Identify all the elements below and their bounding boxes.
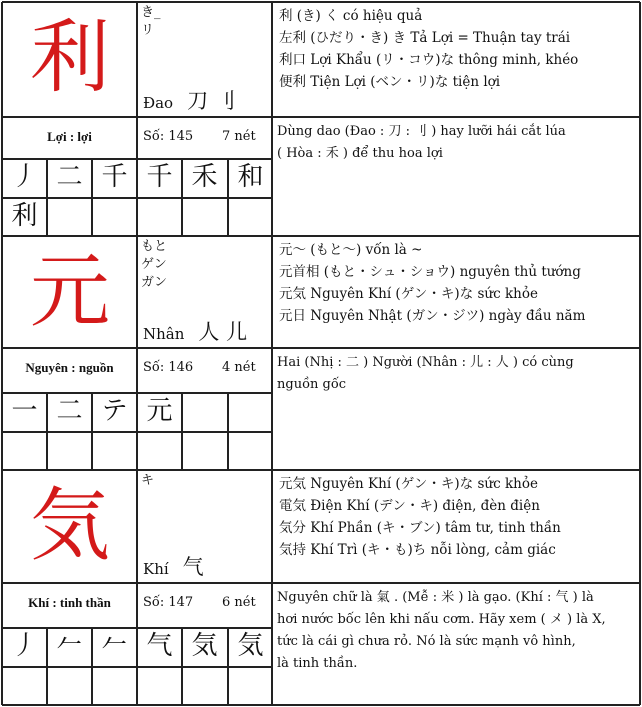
stroke-order-cell: 二 <box>56 396 83 426</box>
stroke-order-cell <box>92 198 137 234</box>
stroke-order-cell: 𠂉 <box>56 631 83 661</box>
reading-line: もと <box>141 239 168 254</box>
reading-line: キ <box>141 473 155 488</box>
meaning-line: 元首相 (もと・シュ・ショウ) nguyên thủ tướng <box>279 264 581 280</box>
stroke-count: 6 nét <box>222 595 256 610</box>
radical-label: Nhân <box>143 325 185 343</box>
description-line: nguồn gốc <box>277 377 347 392</box>
stroke-order-cell: 元 <box>146 396 173 426</box>
kanji-name: Khí : tinh thần <box>28 595 111 610</box>
description-line: tức là cái gì chưa rỏ. Nó là sức mạnh vô hình, <box>277 634 576 649</box>
stroke-order-cell: 丿 <box>11 631 38 661</box>
meaning-line: 利口 Lợi Khẩu (リ・コウ)な thông minh, khéo <box>279 52 579 68</box>
reading-line: き_ <box>141 5 161 20</box>
stroke-order-cell <box>182 667 227 703</box>
meaning-line: 気持 Khí Trì (キ・も)ち nỗi lòng, cảm giác <box>279 542 556 558</box>
kanji-name: Lợi : lợi <box>47 129 92 144</box>
grid-line <box>2 116 640 118</box>
reading-line: ガン <box>141 275 168 290</box>
stroke-order-cell <box>228 667 273 703</box>
radical <box>143 551 204 581</box>
description-line: Nguyên chữ là 氣 . (Mễ : 米 ) là gạo. (Khí : 气 ) là <box>277 590 594 605</box>
stroke-count: 4 nét <box>222 360 256 375</box>
meaning-line: 元日 Nguyên Nhật (ガン・ジツ) ngày đầu năm <box>279 308 586 324</box>
radical <box>143 316 247 346</box>
stroke-order-cell <box>137 432 182 468</box>
grid-line <box>2 347 640 349</box>
stroke-order-cell: 𠂉 <box>101 631 128 661</box>
stroke-order-cell <box>47 667 92 703</box>
stroke-order-cell <box>92 667 137 703</box>
stroke-order-cell <box>137 198 182 234</box>
grid-line <box>639 236 641 470</box>
stroke-order-cell <box>137 667 182 703</box>
description-line: là tinh thần. <box>277 656 358 671</box>
meaning-line: 元～ (もと～) vốn là ~ <box>279 242 423 258</box>
grid-line <box>2 1 640 3</box>
stroke-order-cell <box>228 198 273 234</box>
radical <box>143 85 236 115</box>
radical-label: Đao <box>143 94 174 112</box>
stroke-order-cell <box>2 432 47 468</box>
stroke-order-cell <box>182 393 227 429</box>
radical-kanji: 人 儿 <box>198 320 248 344</box>
stroke-order-cell <box>228 432 273 468</box>
stroke-order-cell: 千 <box>146 162 173 192</box>
description-line: Dùng dao (Đao : 刀 : 刂 ) hay lưỡi hái cắt lúa <box>277 124 566 139</box>
reading-line: リ <box>141 23 155 38</box>
stroke-order-cell <box>47 198 92 234</box>
meaning-line: 便利 Tiện Lợi (ベン・リ)な tiện lợi <box>279 74 501 90</box>
main-kanji: 利 <box>30 11 110 104</box>
grid-line <box>2 235 640 237</box>
description-line: Hai (Nhị : 二 ) Người (Nhân : 儿 : 人 ) có cùng <box>277 355 574 370</box>
stroke-order-cell: 禾 <box>191 162 218 192</box>
stroke-order-cell: 一 <box>11 396 38 426</box>
description-line: ( Hòa : 禾 ) để thu hoa lợi <box>277 146 443 161</box>
radical-label: Khí <box>143 560 169 578</box>
meaning-line: 元気 Nguyên Khí (ゲン・キ)な sức khỏe <box>279 286 538 302</box>
stroke-order-cell <box>182 432 227 468</box>
meaning-line: 電気 Điện Khí (デン・キ) điện, đèn điện <box>279 498 540 514</box>
kanji-name: Nguyên : nguồn <box>25 360 114 375</box>
radical-kanji: 气 <box>182 555 204 579</box>
stroke-order-cell: 千 <box>101 162 128 192</box>
stroke-order-cell <box>2 667 47 703</box>
grid-line <box>2 704 640 706</box>
stroke-order-cell: 和 <box>237 162 264 192</box>
meaning-line: 利 (き) く có hiệu quả <box>279 8 423 24</box>
stroke-order-cell: 丿 <box>11 162 38 192</box>
stroke-order-cell: 二 <box>56 162 83 192</box>
stroke-order-cell <box>182 198 227 234</box>
description-line: hơi nước bốc lên khi nấu cơm. Hãy xem ( メ ) là X, <box>277 612 606 627</box>
stroke-count: 7 nét <box>222 129 256 144</box>
stroke-order-cell <box>47 432 92 468</box>
stroke-order-cell: 气 <box>146 631 173 661</box>
kanji-number: Số: 147 <box>143 595 194 610</box>
meaning-line: 気分 Khí Phần (キ・ブン) tâm tư, tinh thần <box>279 520 561 536</box>
grid-line <box>2 582 640 584</box>
radical-kanji: 刀 刂 <box>187 89 236 113</box>
meaning-line: 元気 Nguyên Khí (ゲン・キ)な sức khỏe <box>279 476 538 492</box>
stroke-order-cell: 利 <box>11 201 38 231</box>
kanji-number: Số: 146 <box>143 360 194 375</box>
stroke-order-cell <box>228 393 273 429</box>
main-kanji: 元 <box>30 245 110 338</box>
stroke-order-cell: 気 <box>237 631 264 661</box>
meaning-line: 左利 (ひだり・き) き Tả Lợi = Thuận tay trái <box>279 30 571 46</box>
main-kanji: 気 <box>30 479 110 572</box>
grid-line <box>639 2 641 236</box>
stroke-order-cell: 気 <box>191 631 218 661</box>
grid-line <box>2 469 640 471</box>
reading-line: ゲン <box>141 257 167 272</box>
kanji-number: Số: 145 <box>143 129 194 144</box>
grid-line <box>639 470 641 705</box>
stroke-order-cell <box>92 432 137 468</box>
stroke-order-cell: テ <box>101 396 128 426</box>
